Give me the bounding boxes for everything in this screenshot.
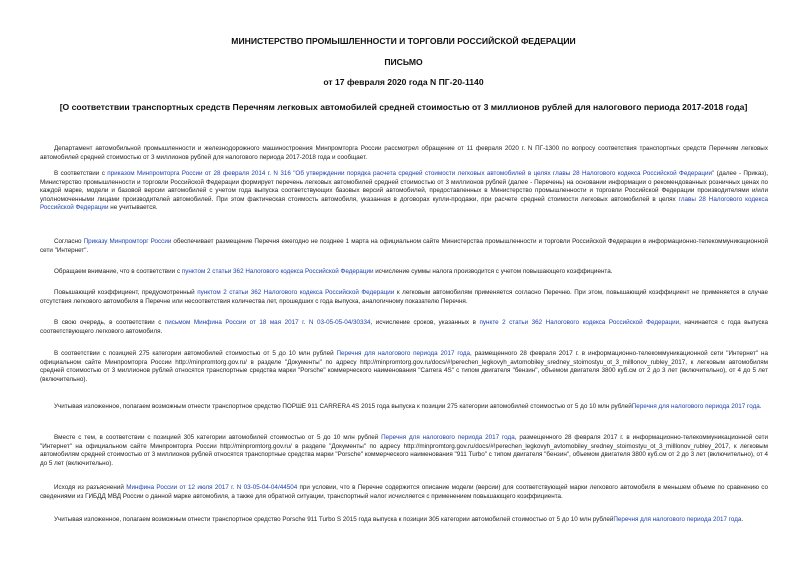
paragraph-text: , размещенного 28 февраля 2017 г. в информационно-телекоммуникационной сети "Интернет" на официальном сайте Минпромторга России http://minpromtorg.gov.ru/ в разделе "Документы" по адресу http://minpromtorg.gov.ru/docs/#!perechen_legkovyh_avtomobiley_sredney_stoimostyu_ot_3_milllonov_rubley_2017, к легковым автомобилям средней стоимостью от 3 миллионов рублей относятся транспортные средства марки "Porsche" коммерческого наименования "911 Turbo" с типом двигателя "бензин", объемом двигателя 3800 куб.см от 2 до 3 лет (включительно), от 4 до 5 лет (включительно).	[40, 434, 768, 467]
paragraph-3	[40, 238, 768, 255]
tax-code-362-link[interactable]: пункте 2 статьи 362 Налогового кодекса Российской Федерации	[479, 319, 680, 326]
paragraph-text: не учитывается.	[108, 204, 158, 212]
ministry-title: МИНИСТЕРСТВО ПРОМЫШЛЕННОСТИ И ТОРГОВЛИ РОССИЙСКОЙ ФЕДЕРАЦИИ	[231, 36, 576, 46]
paragraph-text: В соответствии с	[54, 170, 108, 177]
paragraph-1	[40, 145, 768, 162]
tax-code-chapter-28-link[interactable]: главы 28 Налогового кодекса Российской Федерации	[40, 195, 768, 212]
paragraph-text: Исходя из разъяснений	[54, 484, 127, 491]
paragraph-text: Согласно	[54, 238, 84, 245]
tax-code-362-link[interactable]: пунктом 2 статьи 362 Налогового кодекса Российской Федерации	[197, 289, 395, 296]
paragraph-text: при условии, что в Перечне содержится описание модели (версии) для соответствующей марки легкового автомобиля в меньшем объеме по сравнению со сведениями из ГИБДД МВД России о данной марке автомобиля, а также для обратной ситуации, транспортный налог исчисляется с применением повышающего коэффициента.	[40, 484, 768, 500]
paragraph-text: Повышающий коэффициент, предусмотренный	[54, 289, 198, 296]
paragraph-text: Вместе с тем, в соответствии с позицией 305 категории автомобилей стоимостью от 5 до 10 млн рублей	[54, 434, 382, 441]
paragraph-text: В свою очередь, в соответствии с	[54, 319, 165, 326]
order-link[interactable]: Приказу Минпромторг России	[83, 238, 172, 245]
paragraph-text: Обращаем внимание, что в соответствии с	[54, 268, 182, 275]
paragraph-9	[40, 434, 768, 468]
order-316-link[interactable]: приказом Минпромторга России от 28 февраля 2014 г. N 316 "Об утверждении порядка расчета средней стоимости легковых автомобилей в целях главы 28 Налогового кодекса Российской Федерации"	[107, 170, 715, 177]
paragraph-text: , размещенного 28 февраля 2017 г. в информационно-телекоммуникационной сети "Интернет" на официальном сайте Минпромторга России http://minpromtorg.gov.ru/ в разделе "Документы" по адресу http://minpromtorg.gov.ru/docs/#!perechen_legkovyh_avtomobiley_sredney_stoimostyu_ot_3_milllonov_rubley_2017, к легковым автомобилям средней стоимостью от 3 миллионов рублей относятся транспортные средства марки "Porsche" коммерческого наименования "Carrera 4S" с типом двигателя "бензин", объемом двигателя 3800 куб.см от 2 до 3 лет (включительно), от 4 до 5 лет (включительно).	[40, 350, 769, 383]
list-2017-link[interactable]: Перечня для налогового периода 2017 года	[336, 350, 471, 357]
paragraph-text: Департамент автомобильной промышленности и железнодорожного машиностроения Минпромторга России рассмотрел обращение от 11 февраля 2020 г. N ПГ-1300 по вопросу соответствия транспортных средств Перечням легковых автомобилей средней стоимостью от 3 миллионов рублей для налогового периода 2017-2018 года и сообщает.	[40, 145, 768, 161]
paragraph-text: Учитывая изложенное, полагаем возможным отнести транспортное средство Porsche 911 Turbo S 2015 года выпуска к позиции 305 категории автомобилей стоимостью от 5 до 10 млн рублей	[54, 516, 614, 523]
paragraph-11	[40, 516, 768, 525]
paragraph-text: Учитывая изложенное, полагаем возможным отнести транспортное средство ПОРШЕ 911 CARRERA 4S 2015 года выпуска к позиции 275 категории автомобилей стоимостью от 5 до 10 млн рублей	[54, 403, 632, 410]
paragraph-text: (далее - Приказ), Министерство промышленности и торговли Российской Федерации формирует перечень легковых автомобилей средней стоимостью от 3 миллионов рублей (далее - Перечень) на основании информации о рекомендованных розничных ценах по каждой марке, модели и базовой версии автомобилей с учетом года выпуска соответствующих базовых версий автомобилей, предоставленных в Министерство промышленности и торговли Российской Федерации производителями и/или уполномоченными лицами производителей автомобилей. При этом фактическая стоимость автомобиля, указанная в договорах купли-продажи, при расчете средней стоимости легковых автомобилей в целях	[40, 170, 768, 203]
list-2017-link[interactable]: Перечня для налогового периода 2017 года	[381, 434, 515, 441]
paragraph-text: В соответствии с позицией 275 категории автомобилей стоимостью от 5 до 10 млн рублей	[54, 350, 337, 357]
paragraph-6	[40, 319, 768, 336]
paragraph-10	[40, 484, 768, 501]
paragraph-text: обеспечивает размещение Перечня ежегодно не позднее 1 марта на официальном сайте Министерства промышленности и торговли Российской Федерации в информационно-телекоммуникационной сети "Интернет".	[40, 238, 769, 254]
paragraph-text: к легковым автомобилям применяется согласно Перечню. При этом, повышающий коэффициент не применяется в случае отсутствия легкового автомобиля в Перечне или несоответствия количества лет, прошедших с года выпуска, аналогичному показателю Перечня.	[40, 289, 769, 305]
list-2017-link[interactable]: Перечня для налогового периода 2017 года	[631, 403, 760, 410]
paragraph-5	[40, 289, 768, 306]
minfin-clarification-link[interactable]: Минфина России от 12 июля 2017 г. N 03-05-04-04/44504	[126, 484, 298, 491]
document-date-number: от 17 февраля 2020 года N ПГ-20-1140	[323, 77, 484, 87]
paragraph-text: .	[741, 516, 744, 523]
paragraph-text: исчисление суммы налога производится с учетом повышающего коэффициента.	[373, 268, 613, 275]
paragraph-text: , исчисление сроков, указанных в	[370, 319, 480, 326]
paragraph-text: , начинается с года выпуска соответствующего легкового автомобиля.	[40, 319, 768, 335]
paragraph-8	[40, 403, 768, 412]
paragraph-2	[40, 170, 768, 213]
tax-code-362-link[interactable]: пунктом 2 статьи 362 Налогового кодекса Российской Федерации	[181, 268, 374, 275]
document-type: ПИСЬМО	[384, 57, 423, 67]
list-2017-link[interactable]: Перечня для налогового периода 2017 года	[613, 516, 742, 523]
document-subject: [О соответствии транспортных средств Перечням легковых автомобилей средней стоимостью от 3 миллионов рублей для налогового периода 2017-2018 года]	[59, 102, 748, 112]
paragraph-4	[40, 268, 768, 277]
minfin-letter-link[interactable]: письмом Минфина России от 18 мая 2017 г. N 03-05-05-04/30334	[164, 319, 371, 326]
paragraph-text: .	[759, 403, 762, 410]
paragraph-7	[40, 350, 768, 384]
